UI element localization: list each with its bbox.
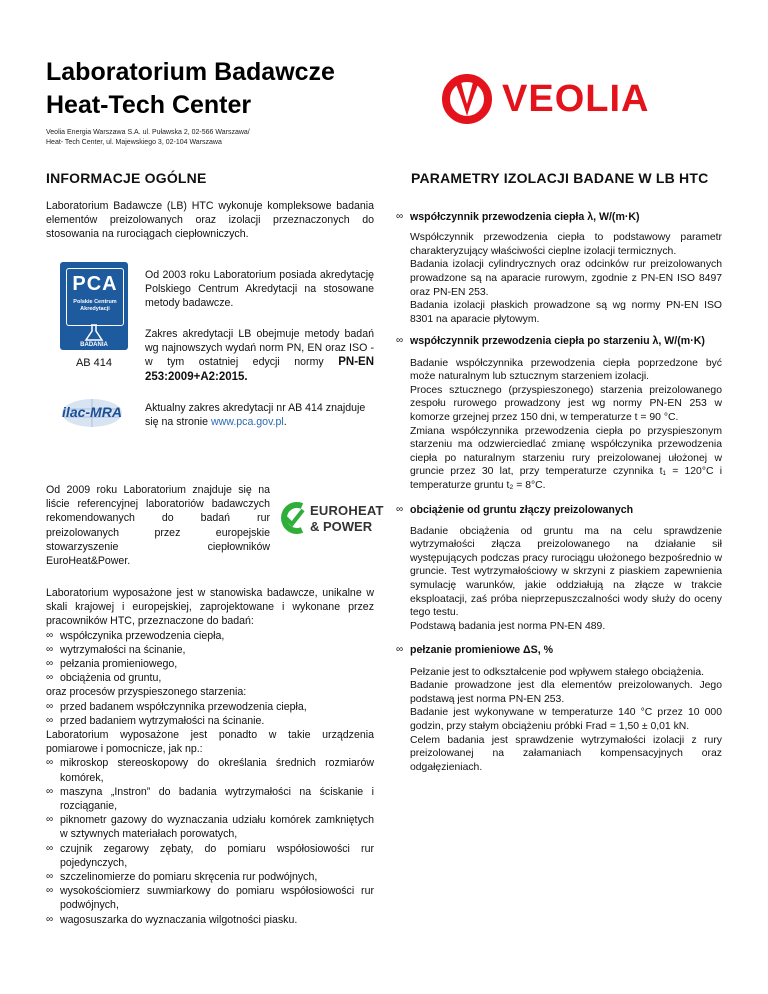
list-item: ∞ czujnik zegarowy zębaty, do pomiaru współosiowości rur pojedynczych, [46,842,374,870]
ilac-mra-logo [60,397,124,429]
list-item: ∞ maszyna „Instron” do badania wytrzymałości na ściskanie i rozciąganie, [46,785,374,813]
accreditation-scope-text: Zakres akredytacji LB obejmuje metody badań wg najnowszych wydań norm PN, EN oraz ISO - w tym ostatniej edycji normy [145,328,374,369]
right-section-title: PARAMETRY IZOLACJI BADANE W LB HTC [411,170,709,186]
list-item: ∞ współczynika przewodzenia ciepła, [46,629,374,643]
list-item: ∞ piknometr gazowy do wyznaczania udziału komórek zamkniętych w sztywnych materiałach porowatych, [46,813,374,841]
pca-website-link[interactable]: www.pca.gov.pl [210,416,284,429]
param-paragraph: Podstawą badania jest norma PN-EN 489. [410,620,606,632]
pca-logo-sub2: Akredytacji [80,306,110,312]
page-title-line2: Heat-Tech Center [46,91,252,119]
equipment-intro: Laboratorium wyposażone jest w stanowiska badawcze, unikalne w skali krajowej i europejskiej, zaprojektowane i wykonane przez pracowników HTC, przeznaczone do badań: [46,587,374,628]
list-item: ∞ szczelinomierze do pomiaru skręcenia rur podwójnych, [46,870,374,884]
euroheat-logo [276,498,384,538]
list-item: ∞ mikroskop stereoskopowy do określania średnich rozmiarów komórek, [46,756,374,784]
param-body-creep [410,666,722,775]
list-item: ∞ wagosuszarka do wyznaczania wilgotności piasku. [46,913,374,927]
list-item: ∞ pełzania promieniowego, [46,657,374,671]
pca-badania-label: BADANIA [80,342,108,348]
pca-logo-text: PCA [72,273,118,295]
intro-paragraph: Laboratorium Badawcze (LB) HTC wykonuje kompleksowe badania elementów preizolowanych oraz izolacji przeznaczonych do stosowania na rurociągach ciepłowniczych. [46,200,374,241]
euroheat-paragraph: Od 2009 roku Laboratorium znajduje się na liście referencyjnej laboratoriów badawczych rekomendowanych do badań rur preizolowanych przez europejskie stowarzyszenie ciepłowników EuroHeat&Power. [46,484,270,568]
devices-intro: Laboratorium wyposażone jest ponadto w takie urządzenia pomiarowe i pomocnicze, jak np.: [46,729,374,756]
aging-list [46,700,374,728]
param-paragraph: Badania izolacji płaskich prowadzone są wg normy PN-EN ISO 8301 na aparacie płytowym. [410,300,722,325]
accreditation-scope-paragraph [145,327,374,384]
list-item: ∞ przed badanem współczynnika przewodzenia ciepła, [46,700,374,714]
address-line2: Heat- Tech Center, ul. Majewskiego 3, 02-104 Warszawa [46,139,222,146]
euroheat-logo-line1: EUROHEAT [310,503,384,518]
veolia-logo-text: VEOLIA [502,78,650,120]
list-item: ∞ przed badaniem wytrzymałości na ścinanie. [46,714,374,728]
list-item: ∞ wytrzymałości na ścinanie, [46,643,374,657]
ab-code: AB 414 [75,357,113,369]
list-item: ∞ obciążenia od gruntu, [46,671,374,685]
page-title-line1: Laboratorium Badawcze [46,58,335,86]
pca-logo [60,262,128,350]
accreditation-link-suffix: . [283,416,287,429]
accreditation-paragraph: Od 2003 roku Laboratorium posiada akredytację Polskiego Centrum Akredytacji na stosowane metody badawcze. [145,269,374,310]
param-paragraph: Badanie jest wykonywane w temperaturze 140 °C przez 10 000 godzin, przy stałym obciążeniu próbki Frad = 1,50 ± 0,01 kN. [410,707,722,733]
equipment-section [46,586,374,927]
param-body-aged-conductivity [410,357,722,493]
header [46,56,335,148]
ilac-logo-text: ilac-MRA [62,404,122,420]
tests-list [46,629,374,686]
euroheat-emblem-icon [276,500,308,536]
param-heading-creep: ∞ pełzanie promieniowe ΔS, % [396,643,722,657]
param-paragraph: Proces sztucznego (przyspieszonego) starzenia preizolowanego zespołu rurowego prowadzony jest wg normy PN-EN 253 w komorze grzejnej przez 150 dni, w temperaturze t = 90 °C. [410,384,722,423]
aging-intro: oraz procesów przyspieszonego starzenia: [46,686,247,699]
param-heading-soil-load: ∞ obciążenie od gruntu złączy preizolowanych [396,503,722,517]
address-line1: Veolia Energia Warszawa S.A. ul. Puławska 2, 02-566 Warszawa/ [46,129,250,136]
param-paragraph: Badanie obciążenia od gruntu ma na celu sprawdzenie wytrzymałości złącza preizolowanego na działanie sił występujących podczas pracy rurociągu ułożonego bezpośrednio w gruncie. Test wytrzymałościowy w skrzyni z piaskiem zapewnienia symulację warunków, jakie oddziałują na złącze w trakcie eksploatacji, zaś próba nieprzepuszczalności wody służy do oceny tego testu. [410,525,722,619]
list-item: ∞ wysokościomierz suwmiarkowy do pomiaru współosiowości rur podwójnych, [46,884,374,912]
param-heading-aged-conductivity: ∞ współczynnik przewodzenia ciepła po starzeniu λ, W/(m·K) [396,334,722,348]
param-paragraph: Zmiana współczynnika przewodzenia ciepła po przyspieszonym starzeniu ma odzwierciedlać zmianę współczynika przewodzenia ciepła po naturalnym starzeniu rury preizolowanej ułożonej w gruncie przez 30 lat, przy temperaturze czynnika t₁ = 120°C i temperaturze gruntu t₂ = 8°C. [410,425,722,491]
devices-list [46,756,374,926]
param-paragraph: Badania izolacji cylindrycznych oraz odcinków rur preizolowanych prowadzone są na aparacie rurowym, zgodnie z PN-EN ISO 8497 oraz PN-EN 253. [410,259,722,298]
accreditation-link-prefix: Aktualny zakres akredytacji nr AB 414 znajduje się na stronie [145,402,366,429]
param-body-conductivity [410,231,722,326]
pca-logo-sub1: Polskie Centrum [73,299,117,305]
left-section-title: INFORMACJE OGÓLNE [46,170,207,186]
flask-icon [83,324,105,342]
param-paragraph: Celem badania jest sprawdzenie wytrzymałości izolacji z rury preizolowanej na załamaniach kompensacyjnych oraz odgałęzieniach. [410,734,722,773]
norm-reference: PN-EN 253:2009+A2:2015. [145,356,374,383]
euroheat-logo-line2: & POWER [310,519,373,534]
param-paragraph: Pełzanie jest to odkształcenie pod wpływem stałego obciążenia. [410,666,704,678]
param-paragraph: Badanie prowadzone jest dla elementów preizolowanych. Jego podstawą jest norma PN-EN 253. [410,680,722,705]
param-heading-conductivity: ∞ współczynnik przewodzenia ciepła λ, W/(m·K) [396,210,722,224]
veolia-emblem-icon [440,74,494,124]
veolia-logo [440,74,710,124]
param-paragraph: Badanie współczynnika przewodzenia ciepła poprzedzone być może naturalnym lub sztucznym starzeniem izolacji. [410,357,722,383]
param-body-soil-load [410,525,722,634]
accreditation-link-paragraph [145,401,374,429]
parameters-section [396,210,722,774]
param-paragraph: Współczynnik przewodzenia ciepła to podstawowy parametr charakteryzujący właściwości cieplne izolacji termicznych. [410,232,722,257]
